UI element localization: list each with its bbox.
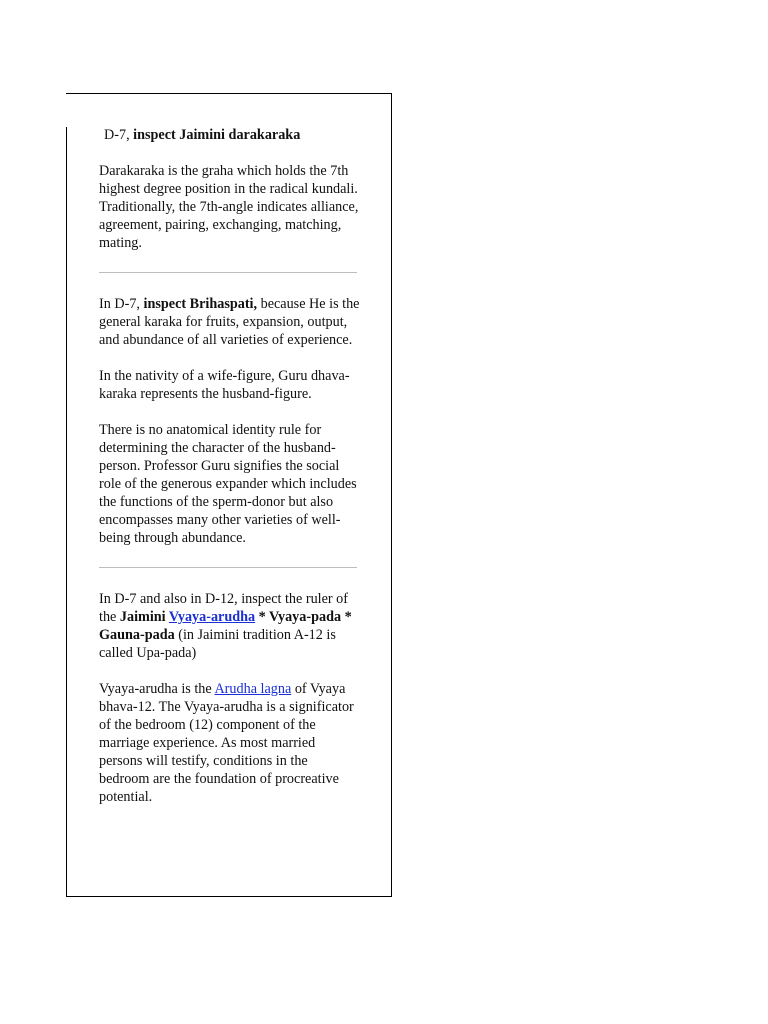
vyaya-ruler-paragraph bbox=[99, 590, 361, 662]
wife-figure-paragraph: In the nativity of a wife-figure, Guru dhava-karaka represents the husband-figure. bbox=[99, 368, 350, 402]
jaimini-bold: Jaimini bbox=[119, 609, 169, 625]
vyaya-ruler-rest: (in Jaimini tradition A-12 is called Upa-pada) bbox=[99, 627, 336, 661]
arudha-lagna-link[interactable]: Arudha lagna bbox=[214, 681, 292, 697]
brihaspati-prefix: In D-7, bbox=[99, 296, 144, 312]
section-divider-2 bbox=[99, 567, 357, 568]
vyaya-ruler-prefix: In D-7 and also in D-12, inspect the ruler of the bbox=[99, 591, 349, 625]
panel-content bbox=[99, 126, 361, 824]
vyaya-pada-bold: * Vyaya-pada * Gauna-pada bbox=[99, 609, 352, 643]
vyaya-arudha-prefix: Vyaya-arudha is the bbox=[99, 681, 215, 697]
darakaraka-heading bbox=[99, 126, 361, 144]
vyaya-arudha-rest: of Vyaya bhava-12. The Vyaya-arudha is a significator of the bedroom (12) component of the marriage experience. As most married persons will testify, conditions in the bedroom are the foundation of procreative potential. bbox=[99, 681, 354, 805]
heading-prefix: D-7, bbox=[104, 127, 134, 143]
panel-right-border bbox=[391, 93, 392, 897]
vyaya-arudha-paragraph bbox=[99, 680, 361, 806]
darakaraka-paragraph: Darakaraka is the graha which holds the 7th highest degree position in the radical kundali. Traditionally, the 7th-angle indicates alliance, agreement, pairing, exchanging, matching, mating. bbox=[99, 163, 359, 251]
panel-bottom-border bbox=[66, 896, 392, 897]
brihaspati-rest: because He is the general karaka for fruits, expansion, output, and abundance of all varieties of experience. bbox=[99, 296, 360, 348]
vyaya-arudha-link[interactable]: Vyaya-arudha bbox=[168, 609, 256, 625]
anatomical-rule-paragraph: There is no anatomical identity rule for determining the character of the husband-person. Professor Guru signifies the social role of the generous expander which includes the functions of the sperm-donor but also encompasses many other varieties of well-being through abundance. bbox=[99, 422, 357, 546]
panel-left-border bbox=[66, 127, 67, 897]
section-divider-1 bbox=[99, 272, 357, 273]
brihaspati-paragraph bbox=[99, 295, 361, 349]
brihaspati-bold: inspect Brihaspati, bbox=[143, 296, 258, 312]
content-panel bbox=[66, 93, 392, 897]
heading-bold: inspect Jaimini darakaraka bbox=[133, 127, 301, 143]
panel-top-border bbox=[66, 93, 392, 94]
